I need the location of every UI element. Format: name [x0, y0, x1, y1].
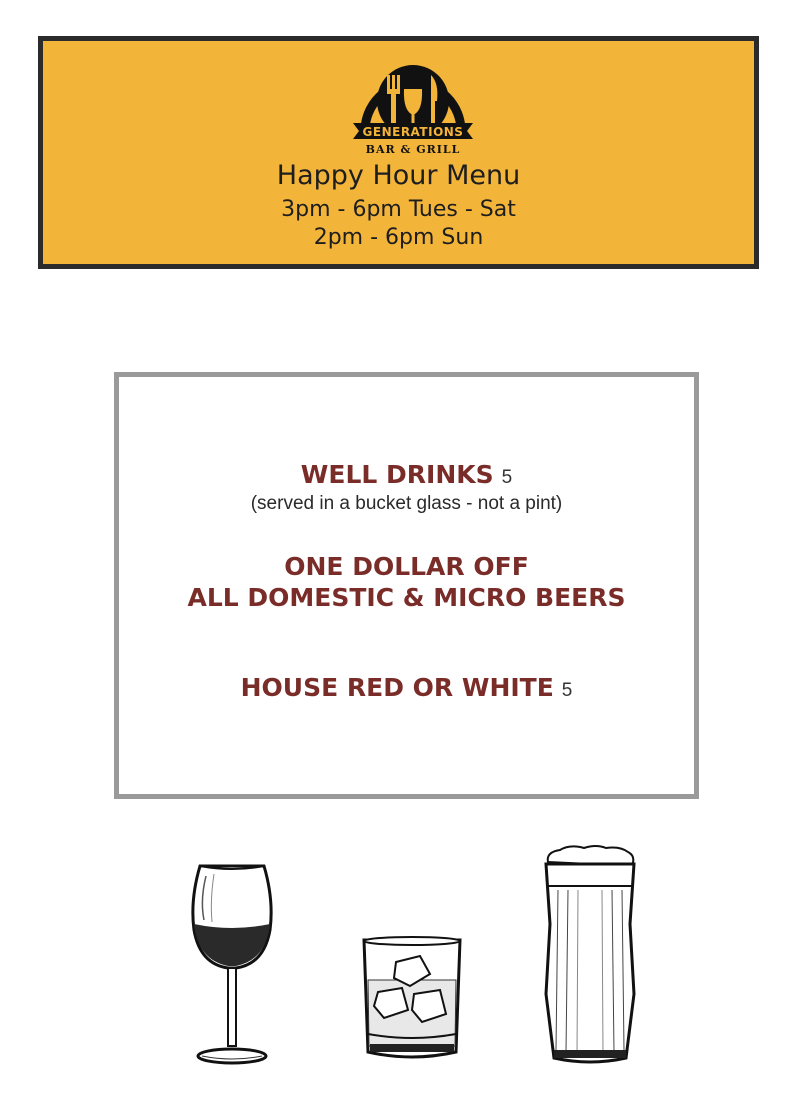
- menu-item-note: (served in a bucket glass - not a pint): [250, 493, 563, 514]
- menu-item-price: 5: [501, 467, 513, 488]
- menu-box: [114, 372, 699, 799]
- pint-glass-icon: [540, 844, 640, 1070]
- generations-logo: [351, 53, 475, 157]
- menu-item-well-drinks: [119, 460, 694, 489]
- menu-item-name: ONE DOLLAR OFF: [284, 552, 529, 581]
- header-banner: [38, 36, 759, 269]
- menu-item-name: HOUSE RED OR WHITE: [240, 673, 554, 702]
- page-title: Happy Hour Menu: [276, 160, 521, 191]
- rocks-glass-icon: [358, 934, 466, 1066]
- logo-name: GENERATIONS: [362, 125, 464, 139]
- menu-item-house-wine: [119, 673, 694, 702]
- menu-item-beer-line-1: [119, 552, 694, 581]
- menu-item-beer-line-2: [119, 583, 694, 612]
- hours-sunday: 2pm - 6pm Sun: [313, 225, 484, 250]
- menu-item-price: 5: [561, 680, 573, 701]
- hours-weekday: 3pm - 6pm Tues - Sat: [281, 197, 516, 222]
- logo-subtitle: BAR & GRILL: [365, 143, 461, 156]
- wine-glass-icon: [186, 860, 278, 1070]
- menu-item-name: WELL DRINKS: [300, 460, 494, 489]
- menu-item-name: ALL DOMESTIC & MICRO BEERS: [187, 583, 626, 612]
